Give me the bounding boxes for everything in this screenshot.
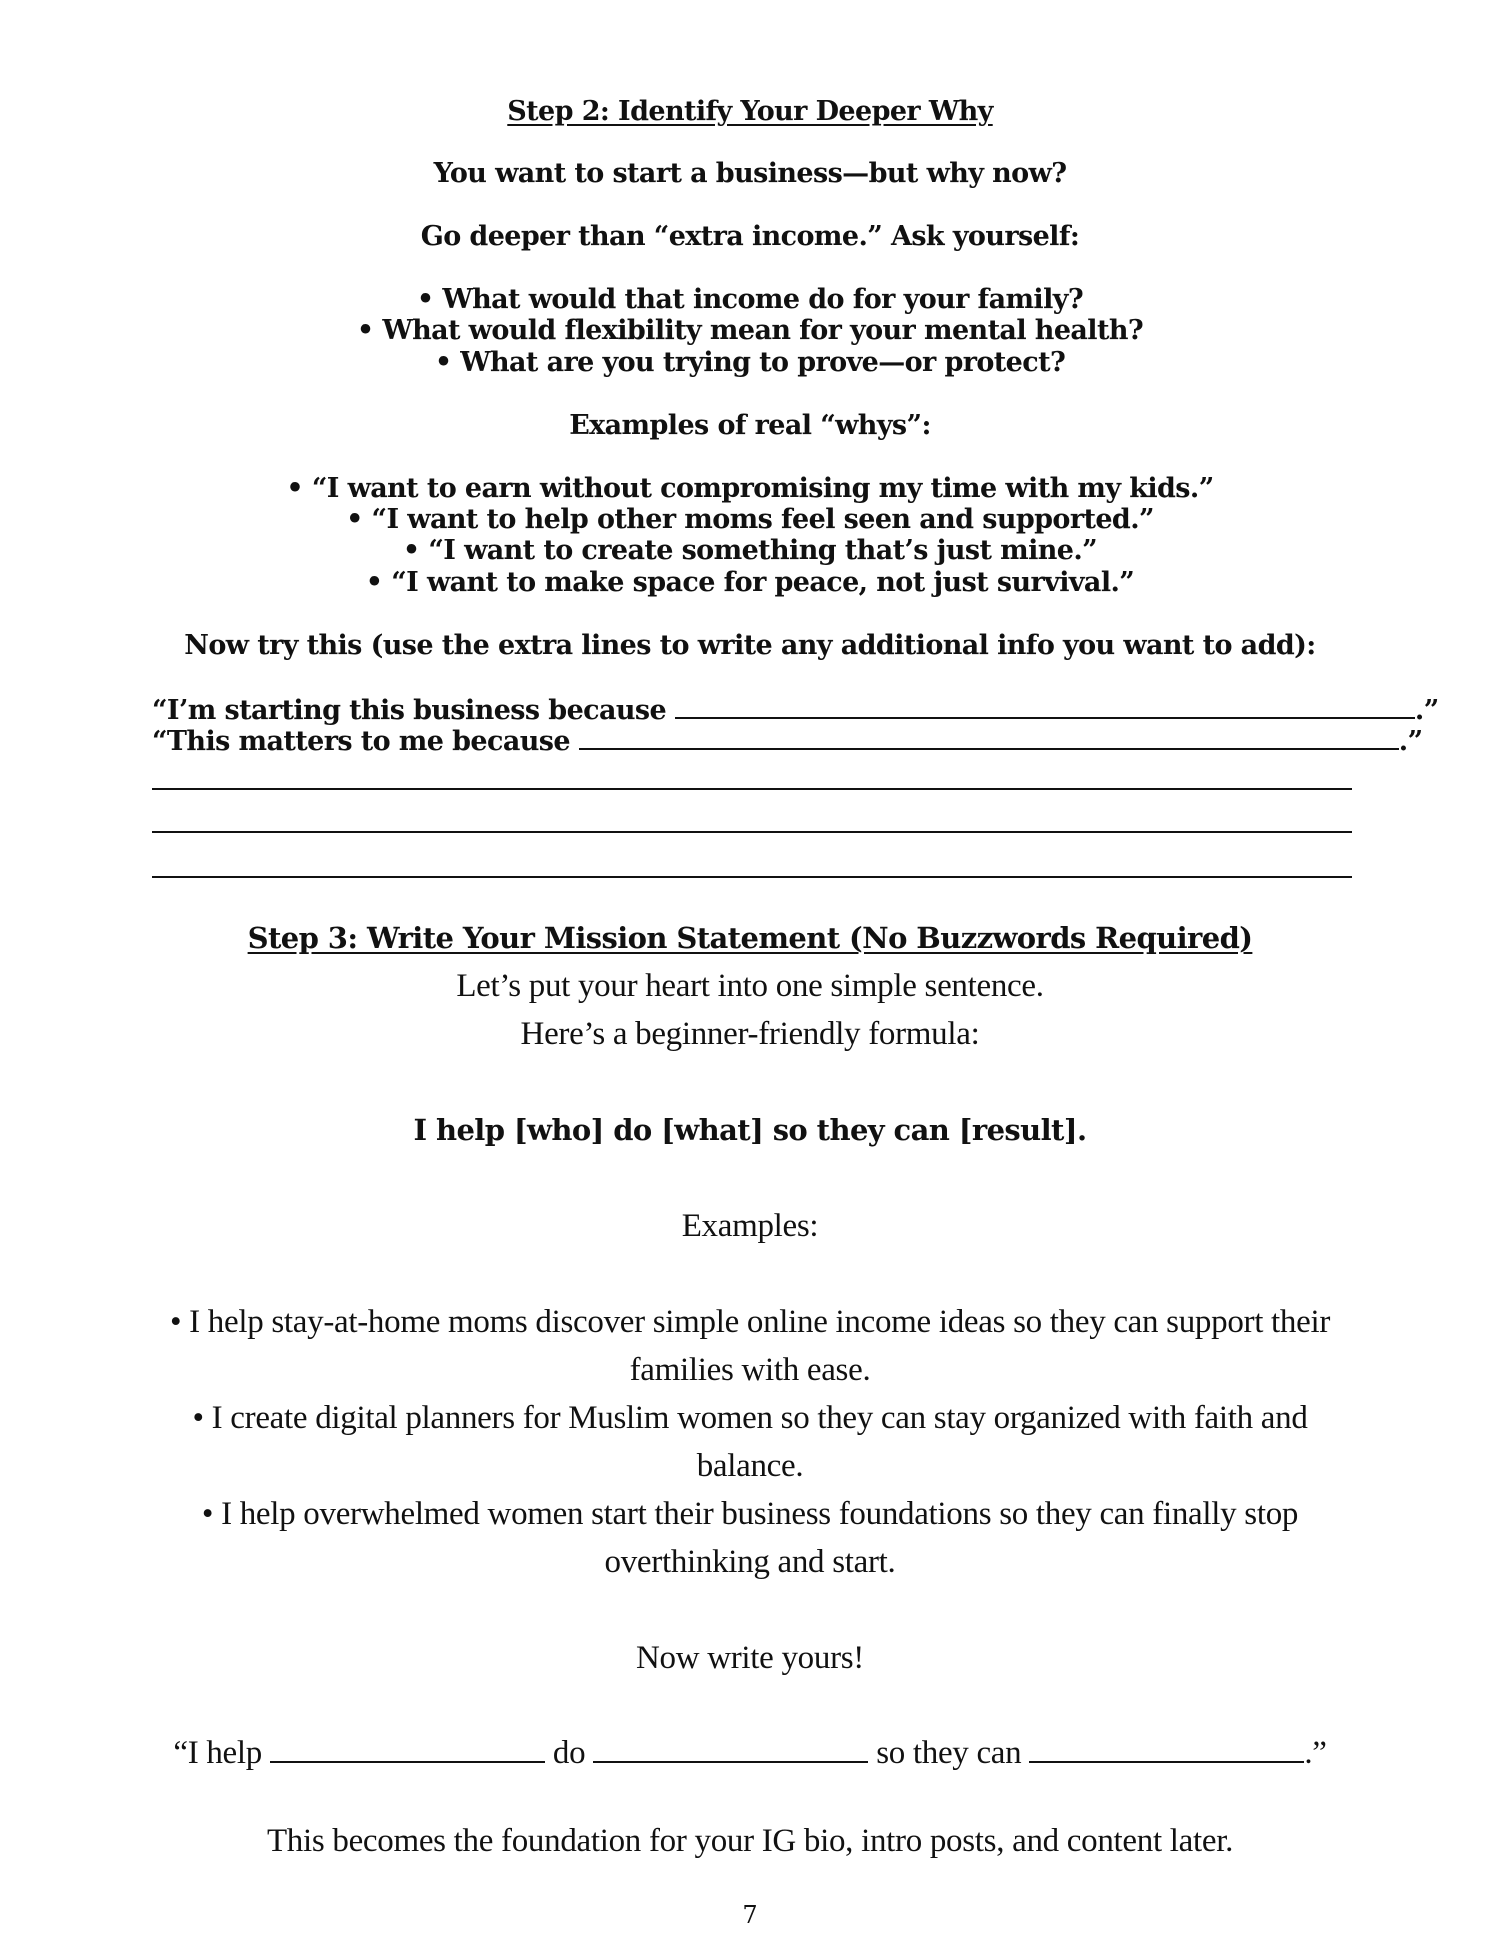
why-example-2: • “I want to help other moms feel seen and supported.”: [346, 504, 1154, 535]
ask-bullet-2: • What would flexibility mean for your mental health?: [356, 315, 1144, 346]
mission-example-3b: overthinking and start.: [604, 1544, 896, 1580]
fill-end-starting: .”: [1414, 695, 1439, 726]
ask-bullet-3: • What are you trying to prove—or protect?: [434, 347, 1066, 378]
step2-prompt: Go deeper than “extra income.” Ask yourself:: [420, 221, 1080, 252]
fill-label-matters: “This matters to me because: [152, 726, 570, 757]
ask-bullet-1: • What would that income do for your family?: [416, 284, 1084, 315]
blank-starting-because[interactable]: [675, 693, 1415, 719]
why-example-4: • “I want to make space for peace, not just survival.”: [365, 567, 1135, 598]
blank-result[interactable]: [1029, 1735, 1304, 1763]
template-end: .”: [1304, 1735, 1327, 1771]
mission-example-1b: families with ease.: [629, 1352, 871, 1388]
fill-row-matters: [152, 724, 1423, 757]
mission-template-row: [0, 1735, 1500, 1772]
mission-example-2a: • I create digital planners for Muslim women so they can stay organized with faith and: [192, 1400, 1308, 1436]
template-do: do: [552, 1735, 586, 1771]
step3-intro-2: Here’s a beginner-friendly formula:: [520, 1016, 980, 1052]
step3-intro-1: Let’s put your heart into one simple sentence.: [456, 968, 1044, 1004]
extra-writing-line-3[interactable]: [152, 876, 1352, 878]
extra-writing-line-1[interactable]: [152, 788, 1352, 790]
mission-example-3a: • I help overwhelmed women start their business foundations so they can finally stop: [201, 1496, 1299, 1532]
examples-label: Examples:: [681, 1208, 819, 1244]
now-write-yours: Now write yours!: [636, 1640, 864, 1676]
step3-heading: Step 3: Write Your Mission Statement (No Buzzwords Required): [247, 921, 1253, 955]
blank-who[interactable]: [270, 1735, 545, 1763]
blank-matters-because[interactable]: [579, 724, 1399, 750]
extra-writing-line-2[interactable]: [152, 831, 1352, 833]
why-example-1: • “I want to earn without compromising my time with my kids.”: [286, 473, 1214, 504]
step2-heading: Step 2: Identify Your Deeper Why: [507, 96, 993, 127]
fill-end-matters: .”: [1398, 726, 1423, 757]
fill-label-starting: “I’m starting this business because: [152, 695, 667, 726]
page-number: 7: [742, 1901, 758, 1929]
mission-example-1a: • I help stay-at-home moms discover simple online income ideas so they can support their: [169, 1304, 1331, 1340]
mission-formula: I help [who] do [what] so they can [result].: [413, 1113, 1087, 1147]
why-example-3: • “I want to create something that’s just mine.”: [402, 535, 1098, 566]
step2-question: You want to start a business—but why now?: [433, 158, 1067, 189]
examples-intro: Examples of real “whys”:: [569, 410, 931, 441]
closing-note: This becomes the foundation for your IG bio, intro posts, and content later.: [266, 1823, 1234, 1859]
fill-row-starting: [152, 693, 1439, 726]
blank-what[interactable]: [593, 1735, 868, 1763]
mission-example-2b: balance.: [696, 1448, 804, 1484]
try-prompt: Now try this (use the extra lines to write any additional info you want to add):: [184, 630, 1316, 661]
template-so: so they can: [876, 1735, 1022, 1771]
template-i-help: “I help: [173, 1735, 262, 1771]
